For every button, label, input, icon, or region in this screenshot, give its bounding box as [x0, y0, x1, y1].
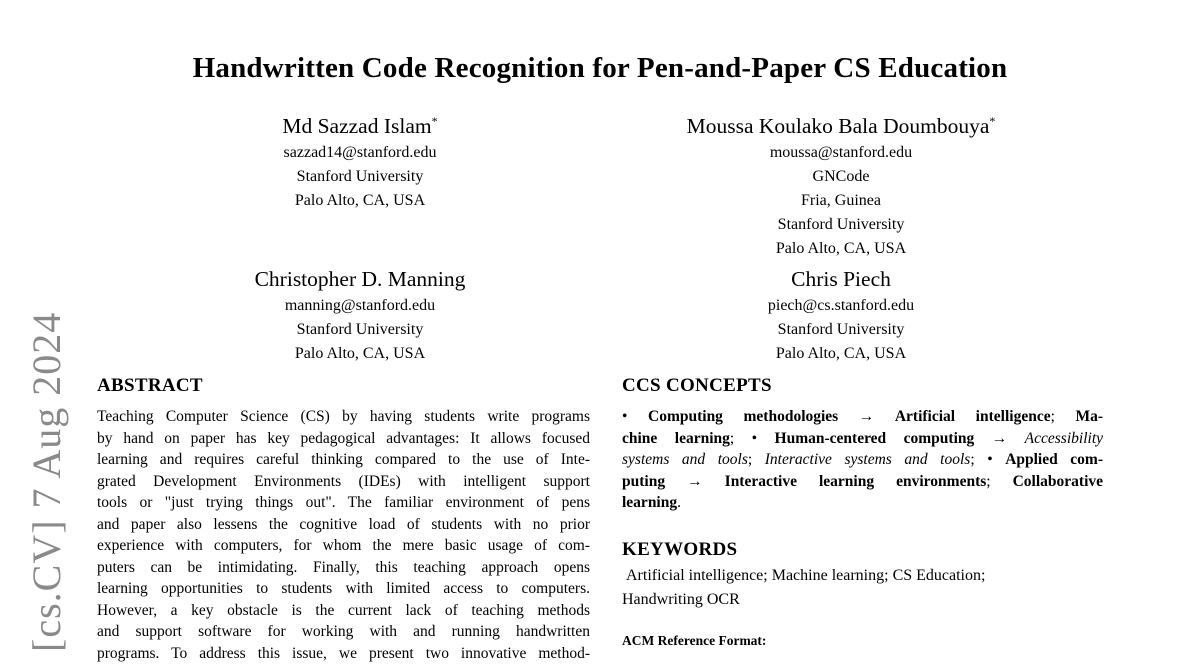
author-name: Md Sazzad Islam*	[140, 108, 580, 139]
ccs-line	[622, 428, 1103, 450]
paper-title: Handwritten Code Recognition for Pen-and-Paper CS Education	[0, 52, 1200, 85]
ccs-segment: ;	[986, 473, 1012, 490]
abstract-line: tools or "just trying things out". The familiar environment of pens	[97, 492, 590, 514]
author-affiliation-line: Palo Alto, CA, USA	[621, 342, 1061, 366]
ccs-segment: .	[677, 494, 681, 511]
ccs-segment: Computing methodologies	[648, 408, 838, 425]
ccs-segment: →	[974, 430, 1024, 447]
ccs-segment: Artificial intelligence	[895, 408, 1051, 425]
author-name: Chris Piech	[621, 266, 1061, 292]
ccs-segment: puting	[622, 473, 665, 490]
keywords-heading: KEYWORDS	[622, 540, 1103, 560]
abstract-line: Teaching Computer Science (CS) by having students write programs	[97, 406, 590, 428]
author-affiliation-line: Stanford University	[140, 318, 580, 342]
ccs-segment: Human-centered computing	[775, 430, 975, 447]
ccs-line	[622, 406, 1103, 428]
author-name: Christopher D. Manning	[140, 266, 580, 292]
ccs-segment: ; •	[970, 451, 1005, 468]
author-email: moussa@stanford.edu	[621, 141, 1061, 165]
ccs-segment: chine learning	[622, 430, 730, 447]
author-affiliation-line: GNCode	[621, 165, 1061, 189]
author-affiliation-line: Palo Alto, CA, USA	[621, 237, 1061, 261]
acm-reference-format-heading: ACM Reference Format:	[622, 633, 1103, 649]
ccs-segment: ;	[748, 451, 765, 468]
keywords-line: Handwriting OCR	[622, 588, 1103, 612]
keywords-line: Artificial intelligence; Machine learning; CS Education;	[622, 564, 1103, 588]
author-affiliation-line: Fria, Guinea	[621, 189, 1061, 213]
ccs-segment: learning	[622, 494, 677, 511]
ccs-segment: Accessibility	[1025, 430, 1103, 447]
abstract-line: puters can be intimidating. Finally, this teaching approach opens	[97, 557, 590, 579]
author-email: piech@cs.stanford.edu	[621, 294, 1061, 318]
left-column	[97, 376, 590, 664]
ccs-segment: Ma-	[1075, 408, 1103, 425]
abstract-line-clipped: programs. To address this issue, we present two innovative method-	[97, 643, 590, 664]
author-email: sazzad14@stanford.edu	[140, 141, 580, 165]
author-footnote-marker: *	[989, 114, 995, 128]
ccs-segment: ; •	[730, 430, 775, 447]
ccs-concepts-heading: CCS CONCEPTS	[622, 376, 1103, 396]
author-footnote-marker: *	[432, 114, 438, 128]
ccs-line	[622, 471, 1103, 493]
author-affiliation-line: Stanford University	[621, 318, 1061, 342]
abstract-line: by hand on paper has key pedagogical advantages: It allows focused	[97, 428, 590, 450]
author-block	[140, 266, 580, 366]
abstract-line: grated Development Environments (IDEs) with intelligent support	[97, 471, 590, 493]
ccs-segment: Collaborative	[1013, 473, 1103, 490]
abstract-line: experience with computers, for whom the mere basic usage of com-	[97, 535, 590, 557]
author-block	[621, 108, 1061, 261]
ccs-segment: ;	[1051, 408, 1076, 425]
author-email: manning@stanford.edu	[140, 294, 580, 318]
author-affiliation-line: Stanford University	[621, 213, 1061, 237]
ccs-segment: →	[838, 408, 895, 425]
ccs-segment: Applied com-	[1005, 451, 1103, 468]
abstract-line: and support software for working with and running handwritten	[97, 621, 590, 643]
keywords-body	[622, 564, 1103, 612]
author-name: Moussa Koulako Bala Doumbouya*	[621, 108, 1061, 139]
arxiv-watermark: [cs.CV] 7 Aug 2024	[26, 312, 68, 652]
abstract-line: learning and requires careful thinking compared to the use of Inte-	[97, 449, 590, 471]
abstract-heading: ABSTRACT	[97, 376, 590, 396]
ccs-line	[622, 449, 1103, 471]
author-affiliation-line: Stanford University	[140, 165, 580, 189]
abstract-line: learning opportunities to students with limited access to computers.	[97, 578, 590, 600]
ccs-segment: •	[622, 408, 648, 425]
author-block	[140, 108, 580, 213]
author-affiliation-line: Palo Alto, CA, USA	[140, 189, 580, 213]
ccs-segment: →	[665, 473, 725, 490]
author-affiliation-line: Palo Alto, CA, USA	[140, 342, 580, 366]
ccs-segment: systems and tools	[622, 451, 748, 468]
ccs-segment: Interactive learning environments	[725, 473, 987, 490]
abstract-line: and paper also lessens the cognitive load of students with no prior	[97, 514, 590, 536]
ccs-segment: Interactive systems and tools	[765, 451, 971, 468]
ccs-concepts-body	[622, 406, 1103, 514]
abstract-line: However, a key obstacle is the current lack of teaching methods	[97, 600, 590, 622]
abstract-body	[97, 406, 590, 664]
right-column	[622, 376, 1103, 649]
ccs-line	[622, 492, 1103, 514]
author-block	[621, 266, 1061, 366]
